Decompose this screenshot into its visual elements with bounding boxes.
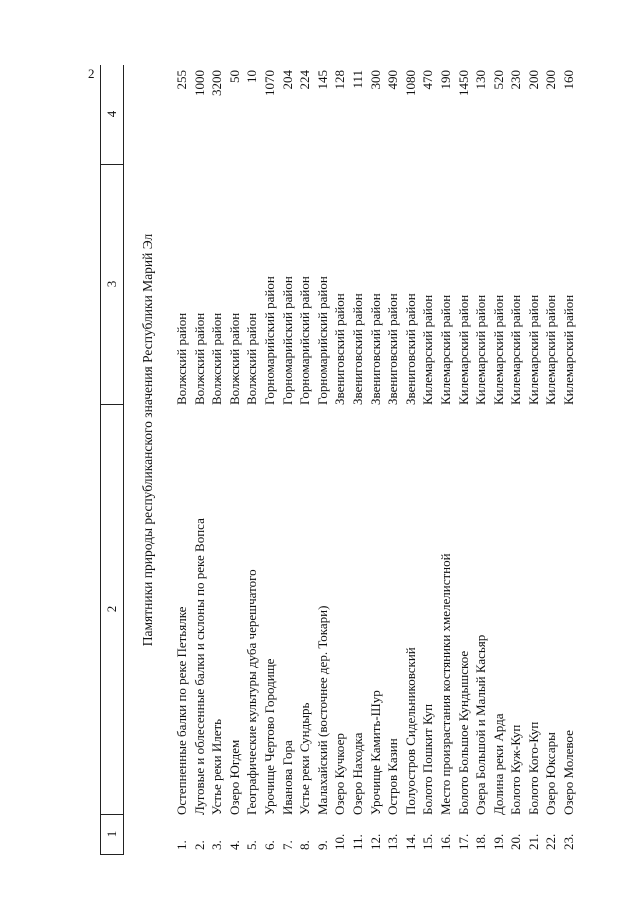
row-name: Луговые и облесенные балки и склоны по реке Вопса — [191, 518, 207, 815]
row-district: Волжский район — [191, 312, 207, 405]
row-district: Килемарский район — [490, 294, 506, 405]
row-number: 2. — [191, 840, 207, 850]
table-row — [279, 65, 297, 855]
row-name: Устье реки Илеть — [209, 718, 225, 815]
column-number-4: 4 — [101, 64, 123, 165]
row-name: Озеро Находка — [349, 732, 365, 815]
row-district: Килемарский район — [420, 294, 436, 405]
row-number: 3. — [209, 840, 225, 850]
row-name: Болото Большое Кундышское — [455, 650, 471, 815]
row-area: 520 — [490, 70, 506, 90]
column-number-header — [100, 65, 124, 855]
row-district: Горномарийский район — [314, 276, 330, 405]
column-number-2: 2 — [101, 404, 123, 815]
row-name: Озеро Югдем — [226, 739, 242, 815]
row-number: 5. — [244, 840, 260, 850]
table-row — [472, 65, 490, 855]
row-area: 204 — [279, 70, 295, 90]
row-name: Озеро Молевое — [561, 730, 577, 815]
row-number: 11. — [349, 834, 365, 850]
table-rows — [173, 65, 578, 855]
row-name: Иванова Гора — [279, 740, 295, 815]
row-area: 145 — [314, 70, 330, 90]
row-name: Озеро Кучкоер — [332, 733, 348, 815]
row-district: Килемарский район — [508, 294, 524, 405]
table-row — [542, 65, 560, 855]
row-number: 4. — [226, 840, 242, 850]
row-area: 50 — [226, 70, 242, 83]
row-number: 1. — [174, 840, 189, 850]
row-district: Килемарский район — [437, 294, 453, 405]
row-district: Волжский район — [174, 312, 189, 405]
row-name: Урочище Чертово Городище — [261, 658, 277, 815]
table-row — [384, 65, 402, 855]
row-district: Звениговский район — [402, 293, 418, 405]
row-number: 13. — [385, 833, 401, 850]
page-number: 2 — [88, 66, 95, 81]
row-name: Малахайский (восточнее дер. Токари) — [314, 605, 330, 815]
row-area: 200 — [525, 70, 541, 90]
row-area: 3200 — [209, 70, 225, 96]
row-area: 224 — [297, 70, 313, 90]
row-district: Горномарийский район — [297, 276, 313, 405]
table-row — [507, 65, 525, 855]
row-number: 21. — [525, 833, 541, 850]
row-area: 111 — [349, 70, 365, 89]
table-row — [437, 65, 455, 855]
row-area: 190 — [437, 70, 453, 90]
table-row — [261, 65, 279, 855]
row-name: Озера Большой и Малый Касьяр — [473, 634, 489, 815]
table-row — [419, 65, 437, 855]
row-number: 15. — [420, 833, 436, 850]
row-number: 12. — [367, 833, 383, 850]
row-number: 19. — [490, 833, 506, 850]
section-title: Памятники природы республиканского значения Республики Марий Эл — [140, 233, 155, 647]
row-area: 1070 — [261, 70, 277, 96]
row-number: 17. — [455, 833, 471, 850]
table-row — [296, 65, 314, 855]
row-number: 10. — [332, 833, 348, 850]
row-name: Остепненные балки по реке Петьялке — [174, 606, 189, 815]
table-row — [226, 65, 244, 855]
row-number: 18. — [473, 833, 489, 850]
rotated-table — [100, 65, 590, 855]
row-area: 1000 — [191, 70, 207, 96]
table-row — [191, 65, 209, 855]
row-area: 130 — [473, 70, 489, 90]
row-number: 22. — [543, 833, 559, 850]
column-number-3: 3 — [101, 164, 123, 405]
row-number: 14. — [402, 833, 418, 850]
row-area: 255 — [174, 70, 189, 90]
table-row — [314, 65, 332, 855]
row-area: 1450 — [455, 70, 471, 96]
table-row — [173, 65, 191, 855]
row-number: 6. — [261, 840, 277, 850]
row-district: Волжский район — [244, 312, 260, 405]
table-row — [525, 65, 543, 855]
row-district: Килемарский район — [561, 294, 577, 405]
table-row — [331, 65, 349, 855]
row-district: Килемарский район — [525, 294, 541, 405]
table-row — [349, 65, 367, 855]
row-district: Волжский район — [209, 312, 225, 405]
table-row — [243, 65, 261, 855]
row-district: Килемарский район — [455, 294, 471, 405]
column-number-1: 1 — [101, 814, 123, 855]
row-name: Полуостров Сидельниковский — [402, 647, 418, 815]
table-row — [560, 65, 578, 855]
row-name: Долина реки Арда — [490, 713, 506, 815]
row-area: 300 — [367, 70, 383, 90]
row-area: 200 — [543, 70, 559, 90]
row-name: Озеро Юксары — [543, 732, 559, 815]
row-district: Звениговский район — [367, 293, 383, 405]
row-name: Болото Кого-Куп — [525, 721, 541, 815]
row-number: 16. — [437, 833, 453, 850]
row-area: 128 — [332, 70, 348, 90]
row-area: 230 — [508, 70, 524, 90]
row-district: Звениговский район — [385, 293, 401, 405]
row-number: 23. — [561, 833, 577, 850]
row-name: Место произрастания костяники хмелелистной — [437, 553, 453, 815]
row-district: Горномарийский район — [279, 276, 295, 405]
row-number: 7. — [279, 840, 295, 850]
row-name: Болото Куж-Куп — [508, 724, 524, 815]
table-row — [455, 65, 473, 855]
row-area: 10 — [244, 70, 260, 83]
table-row — [367, 65, 385, 855]
table-row — [490, 65, 508, 855]
row-district: Волжский район — [226, 312, 242, 405]
row-area: 490 — [385, 70, 401, 90]
row-number: 20. — [508, 833, 524, 850]
row-area: 160 — [561, 70, 577, 90]
row-number: 9. — [314, 840, 330, 850]
row-name: Географические культуры дуба черешчатого — [244, 569, 260, 815]
row-area: 470 — [420, 70, 436, 90]
row-name: Остров Казин — [385, 738, 401, 815]
row-area: 1080 — [402, 70, 418, 96]
row-name: Урочище Камить-Шур — [367, 690, 383, 815]
row-district: Звениговский район — [349, 293, 365, 405]
row-district: Горномарийский район — [261, 276, 277, 405]
row-number: 8. — [297, 840, 313, 850]
table-row — [208, 65, 226, 855]
row-name: Устье реки Сундырь — [297, 702, 313, 815]
row-district: Килемарский район — [543, 294, 559, 405]
row-district: Килемарский район — [473, 294, 489, 405]
row-district: Звениговский район — [332, 293, 348, 405]
row-name: Болото Пошкит Куп — [420, 703, 436, 815]
table-row — [402, 65, 420, 855]
